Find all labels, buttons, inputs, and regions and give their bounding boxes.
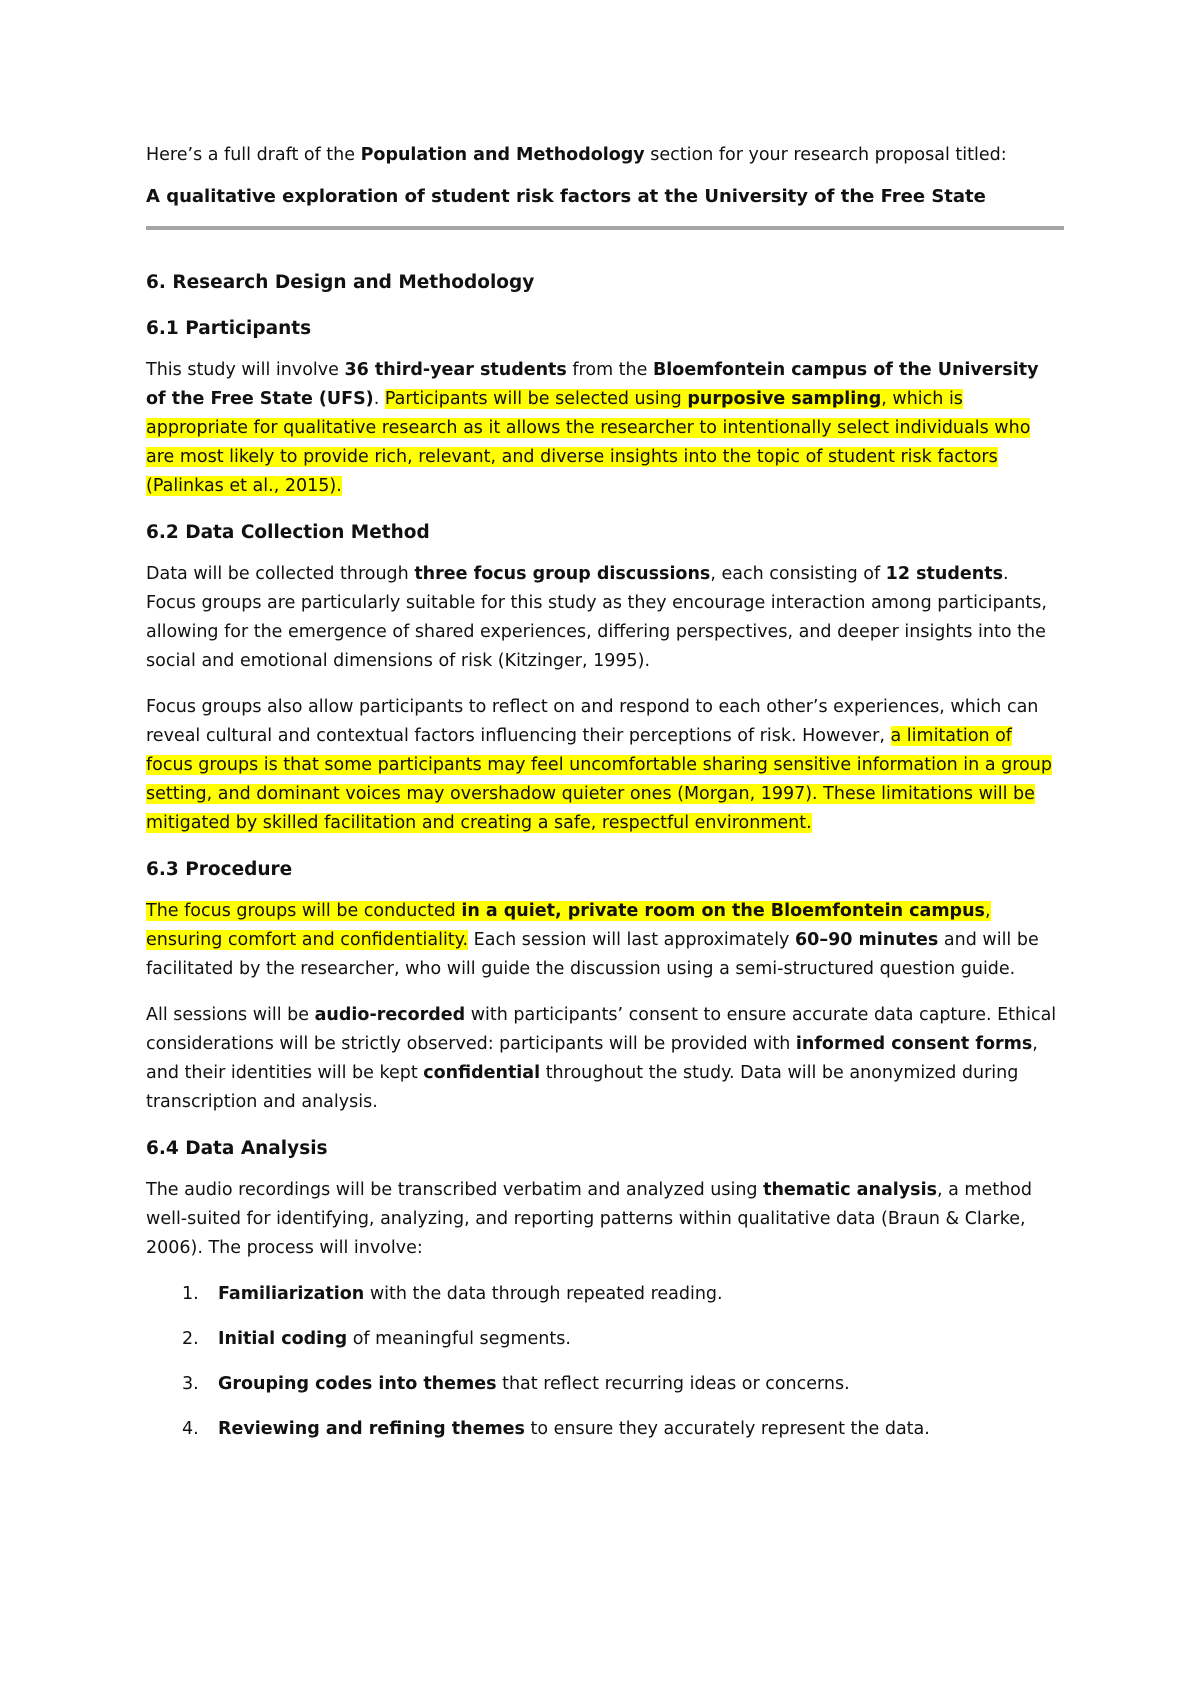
intro-bold: Population and Methodology [360,145,645,165]
highlight: in a quiet, private room on the Bloemfontein campus [461,901,985,921]
procedure-paragraph-2: All sessions will be audio-recorded with participants’ consent to ensure accurate data capture. Ethical considerations will be strictly observed: participants will be provided with informed consent forms, and their identities will be kept confidential throughout the study. Data will be anonymized during transcription and analysis. [146,1005,1057,1112]
proposal-title: A qualitative exploration of student risk factors at the University of the Free State [146,186,986,207]
data-analysis-paragraph: The audio recordings will be transcribed verbatim and analyzed using thematic analysis, a method well-suited for identifying, analyzing, and reporting patterns within qualitative data (Braun & Clarke, 2006). The process will involve: [146,1180,1032,1258]
heading-data-analysis: 6.4 Data Analysis [146,1138,328,1159]
list-item: 3. Grouping codes into themes that reflect recurring ideas or concerns. [182,1374,850,1394]
intro-text: Here’s a full draft of the [146,145,361,165]
intro-text-end: section for your research proposal titled: [644,145,1007,165]
list-item: 4. Reviewing and refining themes to ensure they accurately represent the data. [182,1419,930,1439]
horizontal-rule [146,226,1064,230]
list-item: 1. Familiarization with the data through repeated reading. [182,1284,723,1304]
highlight: The focus groups will be conducted [146,901,462,921]
data-collection-paragraph-2: Focus groups also allow participants to reflect on and respond to each other’s experiences, which can reveal cultural and contextual factors influencing their perceptions of risk. However, a limitation of focus groups is that some participants may feel uncomfortable sharing sensitive information in a group setting, and dominant voices may overshadow quieter ones (Morgan, 1997). These limitations will be mitigated by skilled facilitation and creating a safe, respectful environment. [146,697,1052,833]
heading-procedure: 6.3 Procedure [146,859,293,880]
data-collection-paragraph-1: Data will be collected through three focus group discussions, each consisting of 12 students. Focus groups are particularly suitable for this study as they encourage interaction among participants, allowing for the emergence of shared experiences, differing perspectives, and deeper insights into the social and emotional dimensions of risk (Kitzinger, 1995). [146,564,1047,671]
section-heading: 6. Research Design and Methodology [146,272,535,293]
list-item: 2. Initial coding of meaningful segments. [182,1329,571,1349]
highlight: a limitation of focus groups is that some participants may feel uncomfortable sharing sensitive information in a group setting, and dominant voices may overshadow quieter ones (Morgan, 1997). These limitations will be mitigated by skilled facilitation and creating a safe, respectful environment. [146,726,1052,833]
highlight: Participants will be selected using [384,389,688,409]
analysis-steps-list [146,1280,1064,1444]
procedure-paragraph-1: The focus groups will be conducted in a quiet, private room on the Bloemfontein campus, ensuring comfort and confidentiality. Each session will last approximately 60–90 minutes and will be facilitated by the researcher, who will guide the discussion using a semi-structured question guide. [146,901,1039,979]
highlight: , ensuring comfort and confidentiality. [146,901,991,950]
highlight: , which is appropriate for qualitative research as it allows the researcher to intentionally select individuals who are most likely to provide rich, relevant, and diverse insights into the topic of student risk factors (Palinkas et al., 2015). [146,389,1031,496]
heading-participants: 6.1 Participants [146,318,312,339]
intro-line [146,140,1064,170]
participants-paragraph: This study will involve 36 third-year students from the Bloemfontein campus of the University of the Free State (UFS). Participants will be selected using purposive sampling, which is appropriate for qualitative research as it allows the researcher to intentionally select individuals who are most likely to provide rich, relevant, and diverse insights into the topic of student risk factors (Palinkas et al., 2015). [146,360,1039,496]
heading-data-collection: 6.2 Data Collection Method [146,522,430,543]
document-page [146,140,1064,1460]
highlight: purposive sampling [687,389,882,409]
